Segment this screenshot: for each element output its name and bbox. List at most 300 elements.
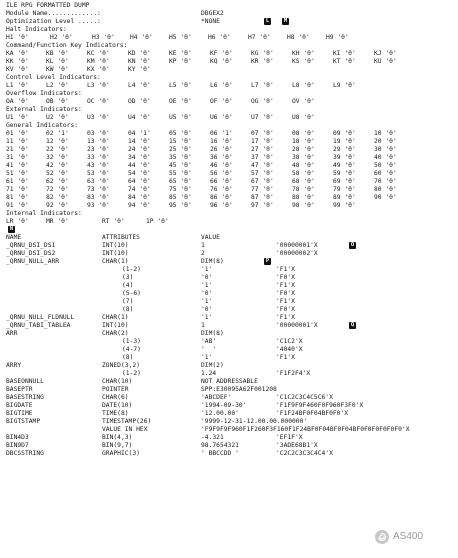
dump-text: 90 '0' [374,194,397,201]
dump-text: L1 '0' [6,82,29,89]
dump-text: 01 '0' [6,130,29,137]
dump-text: 09 '0' [333,130,356,137]
dump-text: OB '0' [46,98,69,105]
dump-text: 18 '0' [292,138,315,145]
dump-text: (1-2) [122,266,141,273]
dump-text: KC '0' [87,50,110,57]
dump-text: 'AB' [201,338,217,345]
dump-line [6,410,454,418]
dump-text: 62 '0' [46,178,69,185]
dump-text: 17 '0' [251,138,274,145]
dump-text: KY '0' [128,66,151,73]
dump-text: 51 '0' [6,170,29,177]
dump-text: 20 '0' [374,138,397,145]
dump-text: H4 '0' [130,34,153,41]
dump-text: 03 '0' [87,130,110,137]
dump-text: '0' [201,306,213,313]
dump-text: 34 '0' [128,154,151,161]
dump-text: _QRNU_DSI_DS1 [6,242,56,249]
dump-text: 'F1'X [276,298,295,305]
dump-line [6,170,454,178]
dump-text: KF '0' [210,50,233,57]
dump-text: BIGTSTAMP [6,418,41,425]
dump-line [6,330,454,338]
dump-text: (7) [122,298,134,305]
dump-text: 25 '0' [169,146,192,153]
dump-text: 27 '0' [251,146,274,153]
dump-text: DATE(10) [102,402,133,409]
dump-text: OD '0' [128,98,151,105]
dump-text: KJ '0' [374,50,397,57]
dump-text: KP '0' [169,58,192,65]
dump-text: H3 '0' [92,34,115,41]
dump-text: (4) [122,282,134,289]
dump-text: CHAR(1) [102,258,129,265]
dump-line [6,250,454,258]
dump-text: POINTER [102,386,129,393]
dump-text: GRAPHIC(3) [102,450,140,457]
dump-text: 'F1'X [276,282,295,289]
dump-text: 'F1F24BF0F04BF0F0'X [276,410,349,417]
dump-text: 96 '0' [210,202,233,209]
dump-line [6,34,454,42]
dump-text: INT(10) [102,250,129,257]
dump-text: U7 '0' [251,114,274,121]
dump-text: 99 '0' [333,202,356,209]
dump-text: 43 '0' [87,162,110,169]
dump-text: MR '0' [46,218,69,225]
dump-text: 02 '1' [46,130,69,137]
dump-text: '1' [201,314,213,321]
dump-text: DIM(8) [201,258,224,265]
dump-text: KM '0' [87,58,110,65]
dump-text: '12.00.00' [201,410,239,417]
dump-line [6,266,454,274]
dump-text: 'F0'X [276,306,295,313]
dump-text: 1 [201,322,205,329]
dump-text: SPP:E30095A62F001208 [201,386,277,393]
dump-text: 69 '0' [333,178,356,185]
dump-text: -4.321 [201,434,224,441]
dump-text: BIN(9,7) [102,442,133,449]
dump-text: '0' [201,290,213,297]
dump-text: 41 '0' [6,162,29,169]
dump-text: BIN4D3 [6,434,29,441]
dump-text: 65 '0' [169,178,192,185]
dump-text: 50 '0' [374,162,397,169]
dump-text: (8) [122,354,134,361]
dump-text: (1-3) [122,338,141,345]
dump-line [6,74,454,82]
dump-text: DIM(2) [201,362,224,369]
dump-text: 53 '0' [87,170,110,177]
dump-text: H9 '0' [326,34,349,41]
dump-line [6,194,454,202]
dump-text: KH '0' [292,50,315,57]
marker-badge-n: N [9,226,14,232]
dump-text: OC '0' [87,98,110,105]
dump-text: INT(10) [102,322,129,329]
dump-text: 'EF1F'X [276,434,303,441]
dump-line [6,346,454,354]
dump-line [6,26,454,34]
dump-text: 35 '0' [169,154,192,161]
dump-line [6,42,454,50]
dump-text: KD '0' [128,50,151,57]
dump-text: BIGDATE [6,402,33,409]
dump-text: 28 '0' [292,146,315,153]
dump-text: U5 '0' [169,114,192,121]
dump-text: Halt Indicators: [6,26,67,33]
dump-text: 91 '0' [6,202,29,209]
dump-text: DIM(8) [201,330,224,337]
dump-text: 1.24 [201,370,217,377]
dump-text: TIMESTAMP(26) [102,418,152,425]
dump-text: 68 '0' [292,178,315,185]
dump-text: 47 '0' [251,162,274,169]
dump-text: 11 '0' [6,138,29,145]
dump-line [6,50,454,58]
dump-text: KI '0' [333,50,356,57]
dump-text: 33 '0' [87,154,110,161]
dump-text: 14 '0' [128,138,151,145]
dump-text: '1' [201,266,213,273]
dump-text: 76 '0' [210,186,233,193]
dump-text: 63 '0' [87,178,110,185]
dump-text: ATTRIBUTES [102,234,140,241]
dump-line [6,362,454,370]
dump-text: RT '0' [102,218,125,225]
dump-text: U3 '0' [87,114,110,121]
dump-line [6,122,454,130]
dump-line [6,402,454,410]
dump-line [6,82,454,90]
dump-text: OF '0' [210,98,233,105]
dump-text: 'F1'X [276,266,295,273]
dump-text: 12 '0' [46,138,69,145]
dump-line [6,418,454,426]
dump-line [6,274,454,282]
dump-text: 85 '0' [169,194,192,201]
dump-text: 22 '0' [46,146,69,153]
dump-text: 80 '0' [374,186,397,193]
dump-text: L5 '0' [169,82,192,89]
dump-text: 64 '0' [128,178,151,185]
dump-text: L2 '0' [46,82,69,89]
dump-text: 78 '0' [292,186,315,193]
watermark [375,529,423,545]
dump-text: 1 [201,242,205,249]
dump-text: NOT ADDRESSABLE [201,378,258,385]
dump-text: 21 '0' [6,146,29,153]
dump-line [6,306,454,314]
dump-text: 49 '0' [333,162,356,169]
dump-text: 'C2C2C3C3C4C4'X [276,450,333,457]
dump-text: 42 '0' [46,162,69,169]
dump-text: L8 '0' [292,82,315,89]
dump-line [6,130,454,138]
dump-text: L6 '0' [210,82,233,89]
dump-text: _QRNU_DSI_DS2 [6,250,56,257]
dump-text: '9999-12-31-12.00.00.000000' [201,418,308,425]
dump-text: L3 '0' [87,82,110,89]
dump-text: (3) [122,274,134,281]
dump-text: INT(10) [102,242,129,249]
dump-text: 74 '0' [128,186,151,193]
dump-text: 81 '0' [6,194,29,201]
dump-text: 13 '0' [87,138,110,145]
dump-text: 66 '0' [210,178,233,185]
dump-text: H6 '0' [208,34,231,41]
dump-text: 67 '0' [251,178,274,185]
dump-text: U4 '0' [128,114,151,121]
dump-line [6,386,454,394]
dump-text: _QRNU_TABI_TABLEA [6,322,71,329]
dump-line [6,282,454,290]
dump-text: (5-6) [122,290,141,297]
dump-line [6,354,454,362]
dump-text: General Indicators: [6,122,79,129]
dump-text: ' BBCCDD ' [201,450,239,457]
dump-text: 04 '1' [128,130,151,137]
dump-text: 55 '0' [169,170,192,177]
dump-text: 70 '0' [374,178,397,185]
dump-text: KT '0' [333,58,356,65]
dump-line [6,18,454,26]
dump-text: Optimization Level .....: [6,18,101,25]
dump-text: 08 '0' [292,130,315,137]
marker-badge-o: O [350,242,355,248]
dump-line [6,98,454,106]
dump-text: '4040'X [276,346,303,353]
dump-text: OG '0' [251,98,274,105]
dump-text: L4 '0' [128,82,151,89]
marker-badge-q: Q [350,322,355,328]
dump-text: (1-2) [122,370,141,377]
dump-text: U2 '0' [46,114,69,121]
dump-text: 30 '0' [374,146,397,153]
dump-line [6,426,454,434]
dump-text: 84 '0' [128,194,151,201]
dump-line [6,258,454,266]
dump-line [6,10,454,18]
dump-text: 59 '0' [333,170,356,177]
dump-text: Control Level Indicators: [6,74,101,81]
dump-line [6,114,454,122]
dump-line [6,394,454,402]
dump-text: KK '0' [6,58,29,65]
dump-text: ARRY [6,362,22,369]
dump-text: H5 '0' [169,34,192,41]
dump-text: KS '0' [292,58,315,65]
dump-line [6,290,454,298]
dump-text: 82 '0' [46,194,69,201]
dump-line [6,298,454,306]
dump-text: 73 '0' [87,186,110,193]
dump-line [6,434,454,442]
dump-text: LR '0' [6,218,29,225]
dump-line [6,90,454,98]
dump-text: '1994-09-30' [201,402,247,409]
dump-line [6,226,454,234]
dump-line [6,138,454,146]
dump-text: 94 '0' [128,202,151,209]
dump-text: (4-7) [122,346,141,353]
dump-text: 79 '0' [333,186,356,193]
dump-text: 39 '0' [333,154,356,161]
dump-text: KQ '0' [210,58,233,65]
dump-text: 58 '0' [292,170,315,177]
dump-text: CHAR(1) [102,314,129,321]
dump-line [6,186,454,194]
dump-text: BIN(4,3) [102,434,133,441]
dump-text: 'F9F9F9F960F1F260F3F160F1F24BF0F04BF0F04BF0F0F0F0F0F0'X [201,426,410,433]
dump-text: ARR [6,330,18,337]
dump-text: External Indicators: [6,106,82,113]
marker-badge-l: L [265,18,270,24]
dump-text: 45 '0' [169,162,192,169]
dump-text: '1' [201,354,213,361]
dump-text: 56 '0' [210,170,233,177]
dump-text: L9 '0' [333,82,356,89]
dump-text: L7 '0' [251,82,274,89]
dump-text: U1 '0' [6,114,29,121]
dump-line [6,218,454,226]
dump-text: 71 '0' [6,186,29,193]
dump-text: 95 '0' [169,202,192,209]
dump-text: 86 '0' [210,194,233,201]
dump-text: 54 '0' [128,170,151,177]
swirl-logo-icon [375,530,389,544]
dump-text: KA '0' [6,50,29,57]
dump-text: H2 '0' [50,34,73,41]
dump-text: (8) [122,306,134,313]
dump-text: Module Name.............: [6,10,101,17]
dump-line [6,66,454,74]
dump-text: 87 '0' [251,194,274,201]
dump-text: 98 '0' [292,202,315,209]
dump-line [6,2,454,10]
dump-text: 06 '1' [210,130,233,137]
dump-text: '00000001'X [276,322,318,329]
dump-text: CHAR(10) [102,378,133,385]
dump-text: 77 '0' [251,186,274,193]
dump-line [6,210,454,218]
dump-text: 89 '0' [333,194,356,201]
dump-text: _QRNU_NULL_ARR [6,258,60,265]
dump-text: BIGTIME [6,410,33,417]
dump-text: 26 '0' [210,146,233,153]
dump-text: BASEPTR [6,386,33,393]
dump-text: '3ADE68B1'X [276,442,318,449]
dump-text: 93 '0' [87,202,110,209]
dump-text: 'F1'X [276,354,295,361]
dump-text: KW '0' [46,66,69,73]
dump-line [6,202,454,210]
dump-text: CHAR(6) [102,394,129,401]
dump-text: 1P '0' [146,218,169,225]
dump-text: Overflow Indicators: [6,90,82,97]
dump-text: 'C1C2'X [276,338,303,345]
dump-text: ZONED(3,2) [102,362,140,369]
dump-text: 19 '0' [333,138,356,145]
dump-text: '00000001'X [276,242,318,249]
dump-text: 'F1F2F4'X [276,370,311,377]
dump-text: H1 '0' [6,34,29,41]
dump-text: *NONE [201,18,220,25]
dump-line [6,442,454,450]
dump-text: NAME [6,234,22,241]
dump-text: 48 '0' [292,162,315,169]
dump-text: 'C1C2C3C4C5C6'X [276,394,333,401]
dump-text: DBCSSTRING [6,450,44,457]
dump-text: 'F1'X [276,314,295,321]
dump-text: 29 '0' [333,146,356,153]
dump-text: 98.7654321 [201,442,239,449]
dump-text: ILE RPG FORMATTED DUMP [6,2,90,9]
dump-line [6,234,454,242]
dump-line [6,162,454,170]
dump-text: BIN9D7 [6,442,29,449]
dump-line [6,106,454,114]
dump-text: _QRNU_NULL_FLDNULL [6,314,75,321]
dump-text: 36 '0' [210,154,233,161]
dump-text: 32 '0' [46,154,69,161]
dump-text: 07 '0' [251,130,274,137]
dump-text: 44 '0' [128,162,151,169]
dump-text: KU '0' [374,58,397,65]
dump-text: Command/Function Key Indicators: [6,42,128,49]
dump-text: KB '0' [46,50,69,57]
dump-text: KE '0' [169,50,192,57]
dump-text: OA '0' [6,98,29,105]
dump-text: 52 '0' [46,170,69,177]
dump-line [6,154,454,162]
dump-line [6,314,454,322]
dump-line [6,58,454,66]
dump-text: KN '0' [128,58,151,65]
marker-badge-p: P [265,258,270,264]
dump-text: H8 '0' [287,34,310,41]
dump-text: CHAR(2) [102,330,129,337]
dump-text: KL '0' [46,58,69,65]
dump-text: 88 '0' [292,194,315,201]
dump-text: 92 '0' [46,202,69,209]
dump-text: OE '0' [169,98,192,105]
dump-text: Internal Indicators: [6,210,82,217]
dump-line [6,322,454,330]
dump-line [6,146,454,154]
dump-text: 61 '0' [6,178,29,185]
dump-text: VALUE IN HEX [102,426,148,433]
dump-text: 2 [201,250,205,257]
dump-text: TIME(8) [102,410,129,417]
dump-text: 24 '0' [128,146,151,153]
watermark-label: AS400 [393,531,424,542]
dump-text: 60 '0' [374,170,397,177]
dump-text: '00000002'X [276,250,318,257]
dump-text: BASESTRING [6,394,44,401]
dump-line [6,178,454,186]
dump-listing [6,2,454,458]
dump-text: 'F0'X [276,290,295,297]
dump-text: 46 '0' [210,162,233,169]
dump-line [6,338,454,346]
dump-text: 83 '0' [87,194,110,201]
dump-text: 37 '0' [251,154,274,161]
dump-text: 97 '0' [251,202,274,209]
dump-text: 75 '0' [169,186,192,193]
